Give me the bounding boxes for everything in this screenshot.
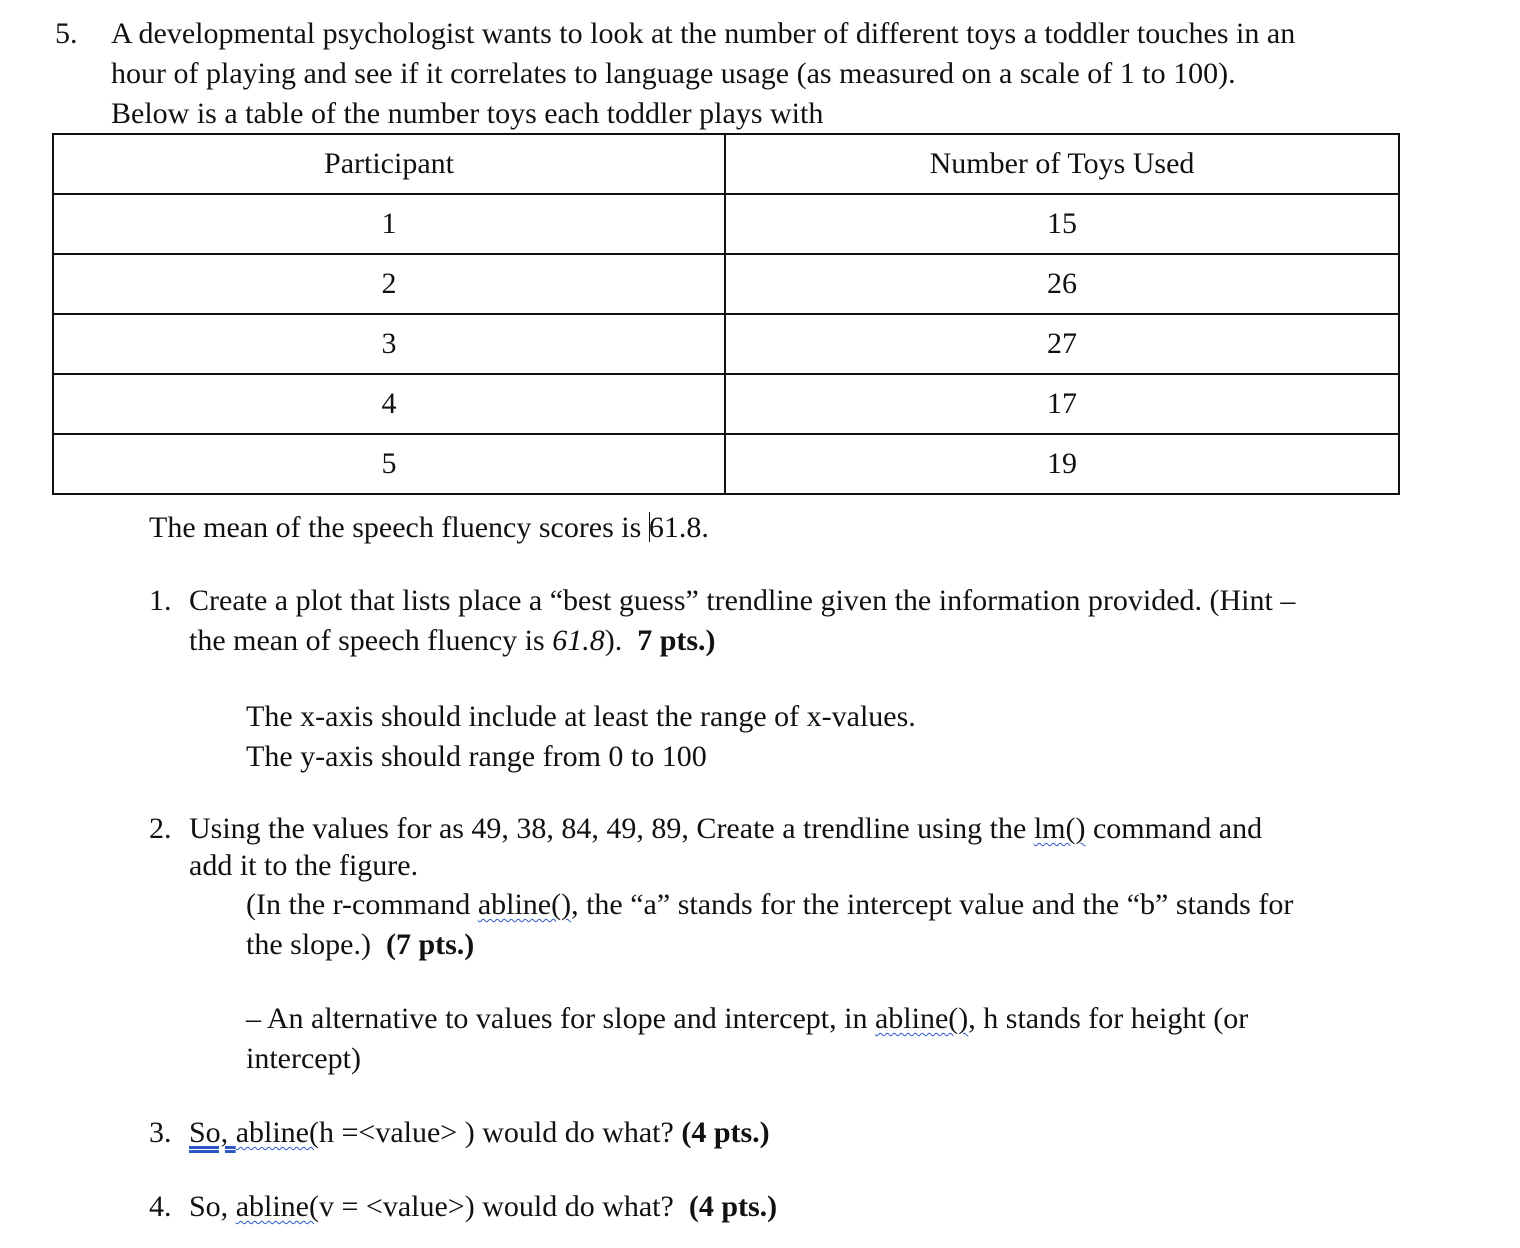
q1-line-2-close: ). <box>604 624 638 657</box>
table-row <box>53 254 1399 314</box>
header-participant: Participant <box>53 134 725 194</box>
q1-number: 1. <box>149 584 172 617</box>
toys-cell: 15 <box>725 194 1399 254</box>
q2-points: (7 pts.) <box>385 928 475 961</box>
q3-rest: h =<value> ) would do what? <box>318 1116 682 1149</box>
alternative-text-end: , h stands for height (or <box>968 1002 1249 1035</box>
mean-statement <box>149 508 709 548</box>
participant-cell: 2 <box>53 254 725 314</box>
alternative-text: – An alternative to values for slope and intercept, in <box>246 1002 875 1035</box>
toys-cell: 17 <box>725 374 1399 434</box>
toys-cell: 26 <box>725 254 1399 314</box>
abline-command: abline( <box>235 1116 319 1149</box>
q2-line-1-text: Using the values for as 49, 38, 84, 49, 89, Create a trendline using the <box>189 812 1034 845</box>
table-row <box>53 434 1399 494</box>
q3-number: 3. <box>149 1116 172 1149</box>
q2-line-3 <box>246 885 1293 925</box>
intro-line-3: Below is a table of the number toys each toddler plays with <box>111 97 824 130</box>
table-row <box>53 374 1399 434</box>
q2-line-3-end: , the “a” stands for the intercept value and the “b” stands for <box>571 888 1294 921</box>
header-number-of-toys: Number of Toys Used <box>725 134 1399 194</box>
q3-points: (4 pts.) <box>681 1116 770 1149</box>
q2-line-3-text: (In the r-command <box>246 888 478 921</box>
abline-command: abline( <box>235 1190 319 1223</box>
q1-line-1: Create a plot that lists place a “best guess” trendline given the information provided. (Hint – <box>189 584 1296 617</box>
intro-line-2: hour of playing and see if it correlates to language usage (as measured on a scale of 1 to 100). <box>111 57 1236 90</box>
q3-so: So, <box>189 1116 236 1149</box>
q4-so: So, <box>189 1190 236 1223</box>
q1-points: 7 pts.) <box>637 624 716 657</box>
toys-cell: 27 <box>725 314 1399 374</box>
toys-table <box>52 133 1400 495</box>
table-row <box>53 314 1399 374</box>
q1-line-2 <box>189 621 716 661</box>
q4-number: 4. <box>149 1190 172 1223</box>
participant-cell: 4 <box>53 374 725 434</box>
q1-line-2-text: the mean of speech fluency is <box>189 624 553 657</box>
q2-line-4 <box>246 925 474 965</box>
participant-cell: 5 <box>53 434 725 494</box>
table-row <box>53 194 1399 254</box>
problem-number: 5. <box>55 17 78 50</box>
q1-mean-italic: 61.8 <box>552 624 605 657</box>
q2-line-1 <box>189 809 1262 849</box>
toys-cell: 19 <box>725 434 1399 494</box>
table-header-row <box>53 134 1399 194</box>
q2-line-4-text: the slope.) <box>246 928 386 961</box>
participant-cell: 1 <box>53 194 725 254</box>
participant-cell: 3 <box>53 314 725 374</box>
x-axis-note: The x-axis should include at least the range of x-values. <box>246 700 916 733</box>
q2-line-2: add it to the figure. <box>189 849 419 882</box>
q4-text <box>189 1187 777 1227</box>
q2-number: 2. <box>149 812 172 845</box>
mean-value: 61.8. <box>648 511 709 544</box>
y-axis-note: The y-axis should range from 0 to 100 <box>246 740 707 773</box>
q2-line-1-end: command and <box>1085 812 1263 845</box>
intro-line-1: A developmental psychologist wants to look at the number of different toys a toddler touches in an <box>111 17 1296 50</box>
q4-points: (4 pts.) <box>688 1190 778 1223</box>
abline-command: abline() <box>874 1002 969 1035</box>
q3-text <box>189 1113 770 1153</box>
lm-command: lm() <box>1033 812 1086 845</box>
mean-statement-text: The mean of the speech fluency scores is <box>149 511 649 544</box>
q4-rest: v = <value>) would do what? <box>318 1190 689 1223</box>
alternative-line-1 <box>246 999 1248 1039</box>
abline-command: abline() <box>477 888 572 921</box>
alternative-line-2: intercept) <box>246 1042 361 1075</box>
